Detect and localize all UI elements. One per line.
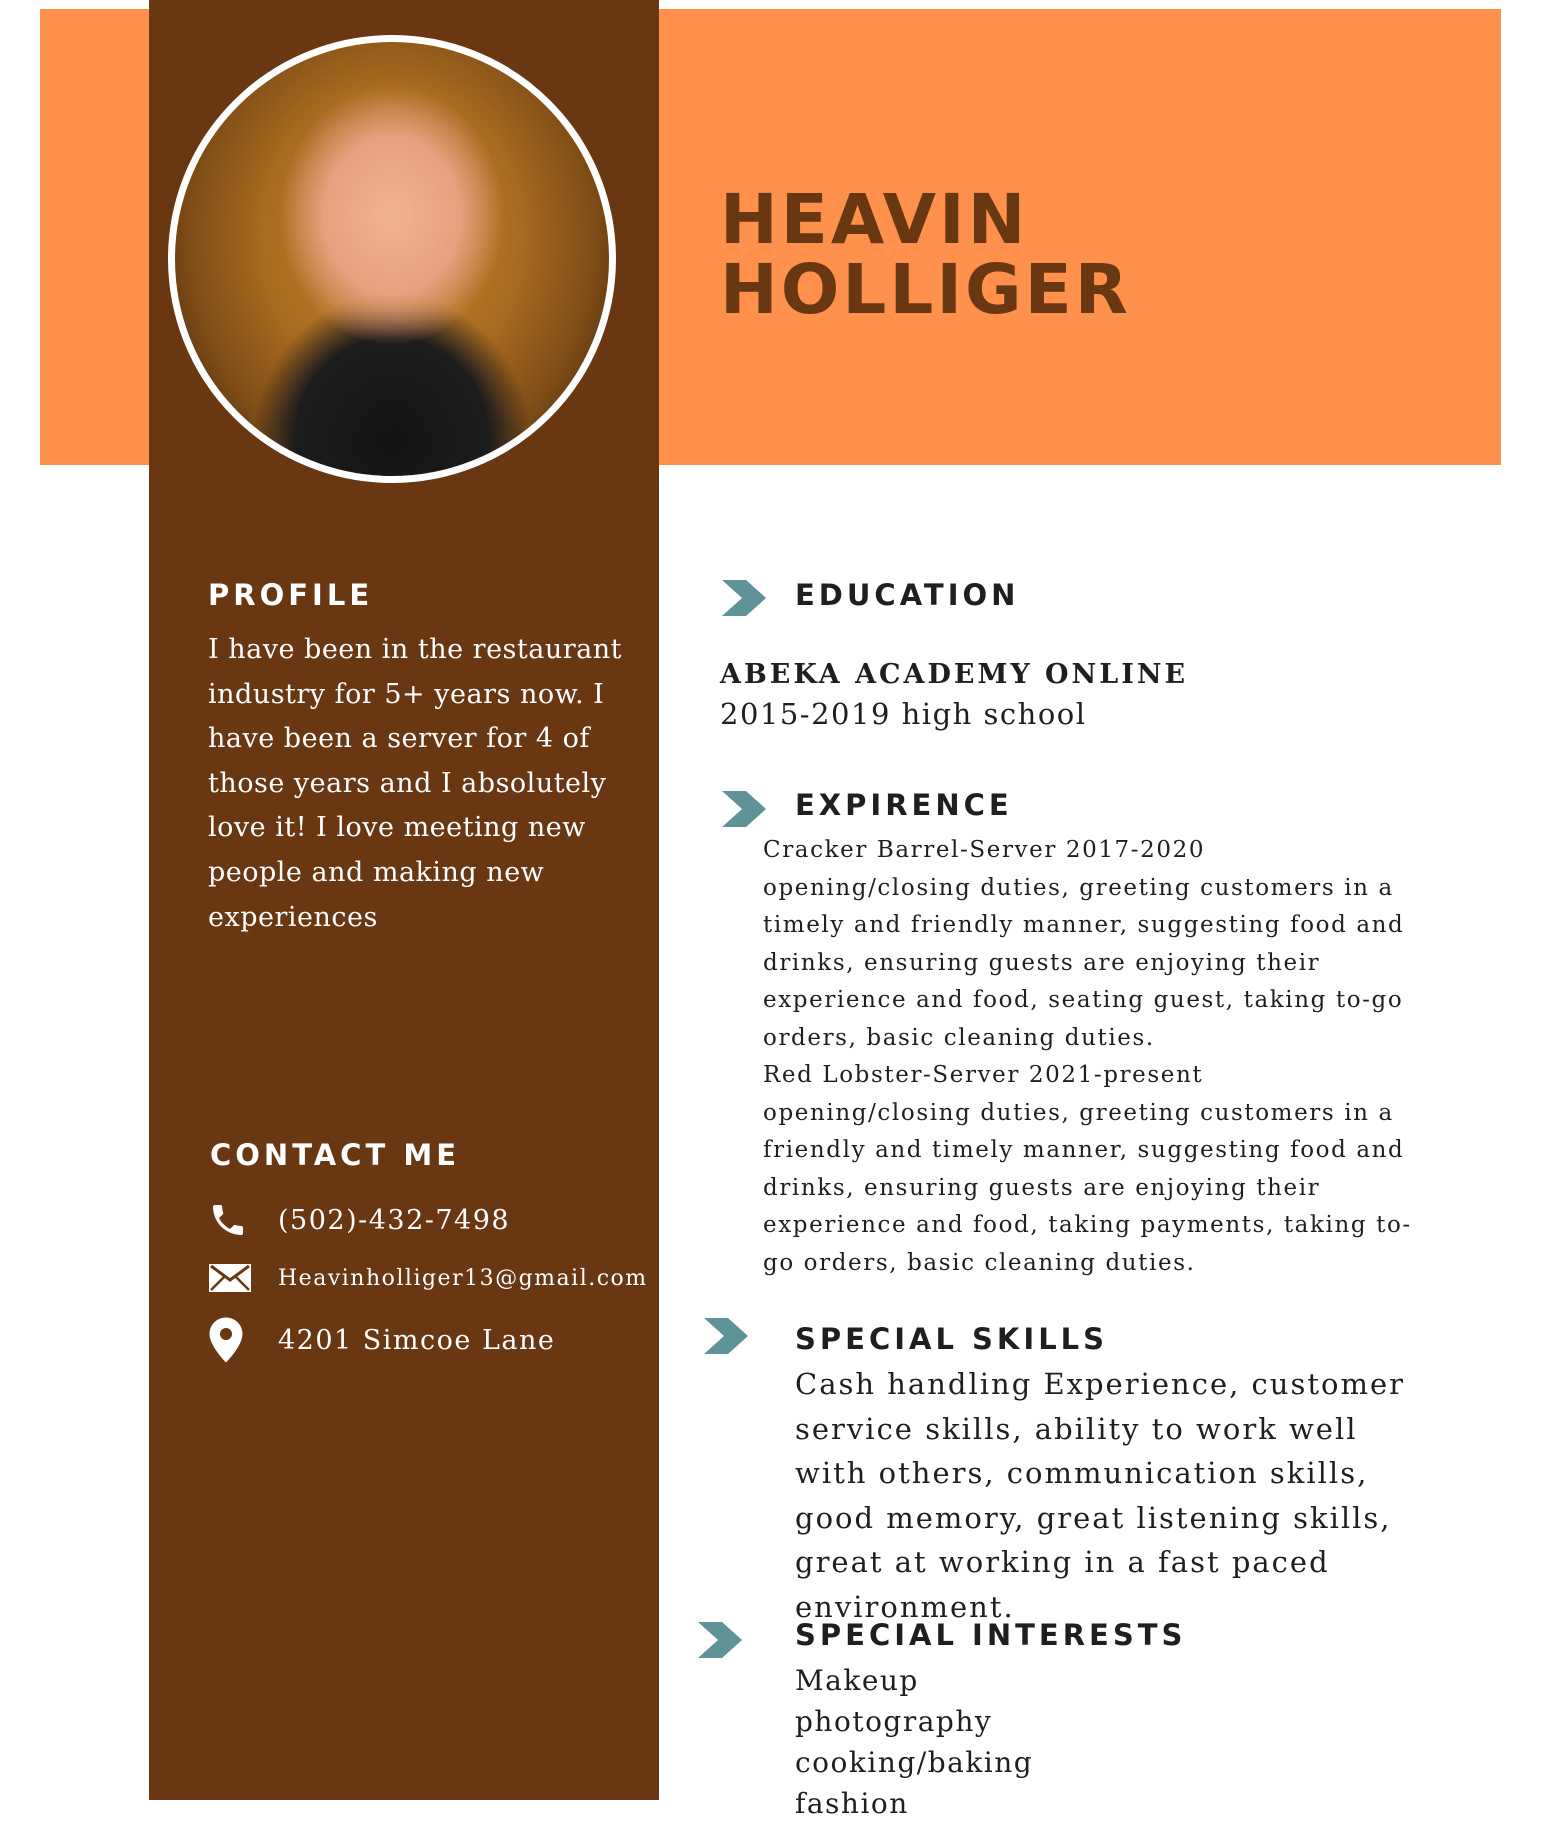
email-address[interactable]: Heavinholliger13@gmail.com xyxy=(278,1265,648,1291)
chevron-arrow-icon xyxy=(696,1620,744,1660)
profile-photo xyxy=(168,35,616,483)
education-heading: EDUCATION xyxy=(795,578,1020,612)
street-address: 4201 Simcoe Lane xyxy=(278,1324,556,1356)
candidate-name xyxy=(720,180,1131,330)
contact-email xyxy=(208,1256,648,1300)
job-duties: opening/closing duties, greeting customers in a timely and friendly manner, suggesting food and drinks, ensuring guests are enjoying their experience and food, seating guest, taking to-go orders, basic cleaning duties. xyxy=(763,874,1405,1051)
interest-item: fashion xyxy=(795,1787,909,1820)
skills-heading: SPECIAL SKILLS xyxy=(795,1322,1109,1356)
education-school: ABEKA ACADEMY ONLINE xyxy=(720,659,1189,690)
profile-text: I have been in the restaurant industry for 5+ years now. I have been a server for 4 of those years and I absolutely love it! I love meeting new people and making new experiences xyxy=(208,634,622,933)
chevron-arrow-icon xyxy=(720,789,768,829)
interests-list xyxy=(795,1660,1033,1824)
location-pin-icon xyxy=(208,1318,258,1362)
job-duties: opening/closing duties, greeting customers in a friendly and timely manner, suggesting food and drinks, ensuring guests are enjoying their experience and food, taking payments, taking to-go orders, basic cleaning duties. xyxy=(763,1099,1412,1276)
contact-phone xyxy=(208,1198,510,1242)
contact-heading: CONTACT ME xyxy=(210,1138,461,1172)
interests-heading: SPECIAL INTERESTS xyxy=(795,1618,1187,1652)
skills-text: Cash handling Experience, customer service skills, ability to work well with others, communication skills, good memory, great listening skills, great at working in a fast paced environment. xyxy=(795,1367,1405,1624)
last-name: HOLLIGER xyxy=(720,250,1131,330)
phone-icon xyxy=(208,1198,258,1242)
mail-icon xyxy=(208,1256,258,1300)
experience-heading: EXPIRENCE xyxy=(795,788,1013,822)
first-name: HEAVIN xyxy=(720,180,1029,260)
interest-item: cooking/baking xyxy=(795,1746,1034,1779)
interest-item: Makeup xyxy=(795,1664,919,1697)
job-title: Cracker Barrel-Server 2017-2020 xyxy=(763,837,1206,863)
contact-address xyxy=(208,1318,555,1362)
interest-item: photography xyxy=(795,1705,993,1738)
experience-list xyxy=(763,832,1423,1282)
phone-number[interactable]: (502)-432-7498 xyxy=(278,1204,511,1236)
profile-heading: PROFILE xyxy=(208,578,374,612)
chevron-arrow-icon xyxy=(720,578,768,618)
education-detail: 2015-2019 high school xyxy=(720,697,1087,731)
job-title: Red Lobster-Server 2021-present xyxy=(763,1062,1204,1088)
chevron-arrow-icon xyxy=(702,1316,750,1356)
